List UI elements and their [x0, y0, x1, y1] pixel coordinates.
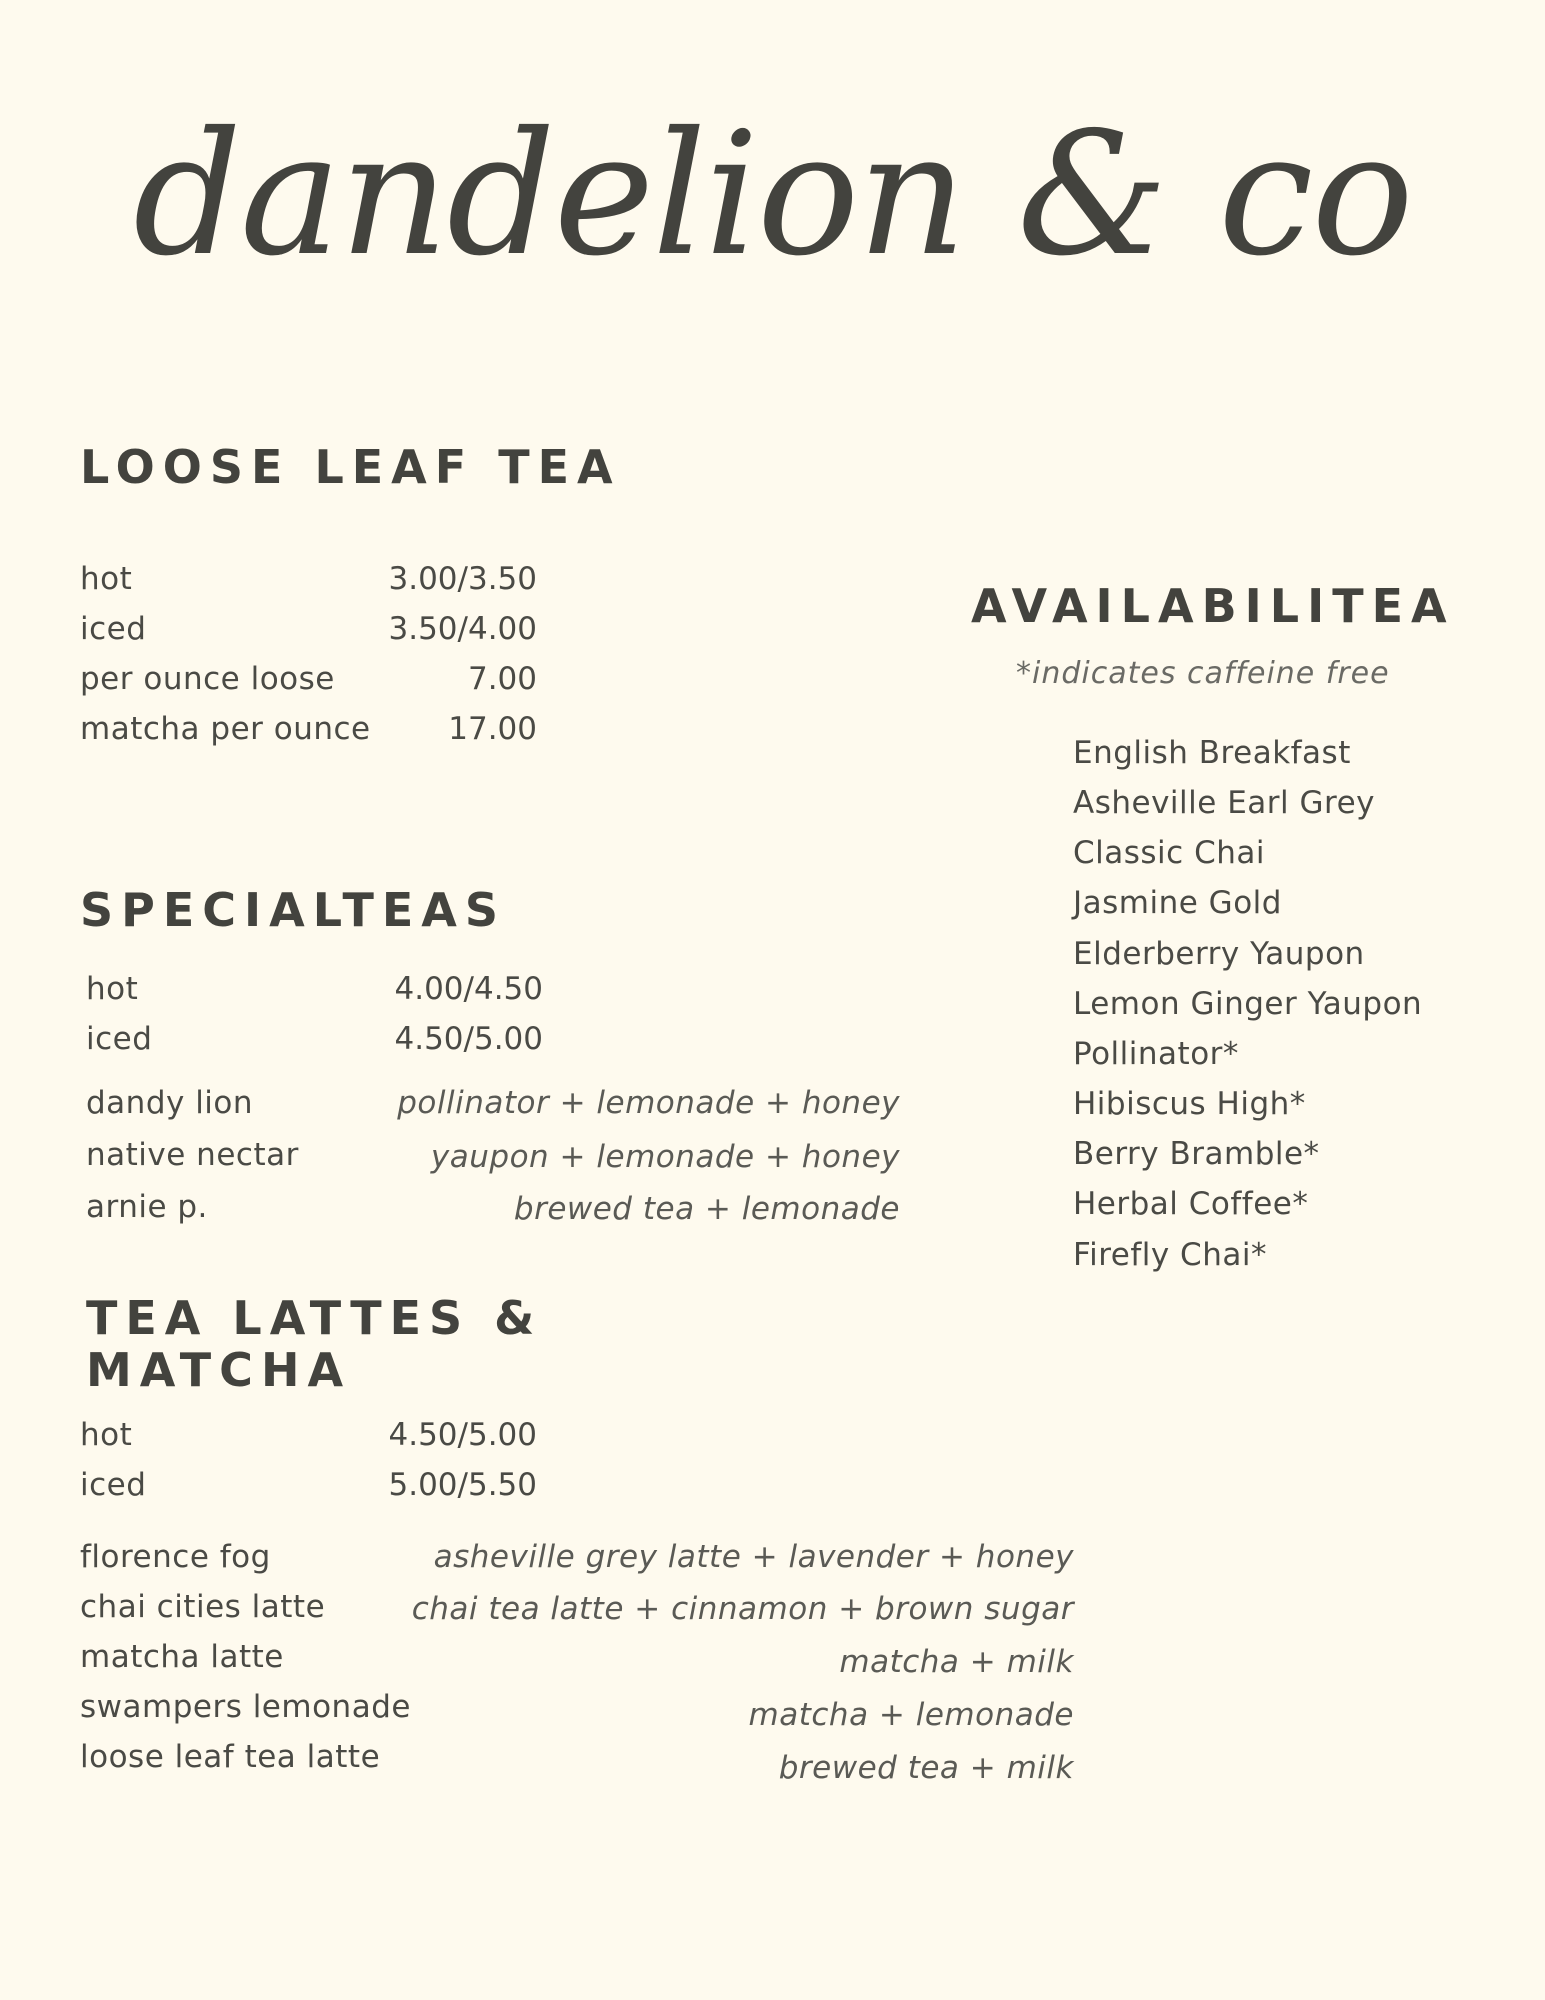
- lattes-drink-name: matcha latte: [80, 1639, 284, 1675]
- specialteas-drink-desc: pollinator + lemonade + honey: [397, 1085, 900, 1121]
- loose-leaf-heading: LOOSE LEAF TEA: [80, 440, 621, 494]
- specialteas-drink-name: arnie p.: [86, 1189, 208, 1225]
- tea-list-item: Asheville Earl Grey: [1073, 785, 1375, 821]
- lattes-drink-name: swampers lemonade: [80, 1689, 411, 1725]
- tea-list-item: Berry Bramble*: [1073, 1136, 1320, 1172]
- logo: dandelion & co: [133, 96, 1412, 294]
- lattes-row-label: hot: [80, 1417, 133, 1453]
- lattes-drink-name: chai cities latte: [80, 1589, 326, 1625]
- tea-list-item: Classic Chai: [1073, 835, 1265, 871]
- specialteas-row-label: hot: [86, 971, 139, 1007]
- loose-leaf-row-price: 3.50/4.00: [388, 611, 537, 647]
- availabilitea-heading: AVAILABILITEA: [971, 579, 1455, 633]
- lattes-drink-desc: chai tea latte + cinnamon + brown sugar: [411, 1591, 1074, 1627]
- specialteas-drink-desc: yaupon + lemonade + honey: [430, 1139, 900, 1175]
- tea-list-item: Herbal Coffee*: [1073, 1186, 1309, 1222]
- tea-list-item: Jasmine Gold: [1073, 885, 1282, 921]
- loose-leaf-row-price: 17.00: [448, 711, 537, 747]
- lattes-row-price: 4.50/5.00: [388, 1417, 537, 1453]
- specialteas-row-price: 4.00/4.50: [394, 971, 543, 1007]
- lattes-drink-desc: brewed tea + milk: [778, 1750, 1074, 1786]
- lattes-drink-name: florence fog: [80, 1539, 271, 1575]
- tea-list-item: Elderberry Yaupon: [1073, 936, 1365, 972]
- caffeine-free-note: *indicates caffeine free: [1016, 656, 1390, 691]
- loose-leaf-row-label: hot: [80, 561, 133, 597]
- specialteas-drink-desc: brewed tea + lemonade: [513, 1191, 900, 1227]
- lattes-row-price: 5.00/5.50: [388, 1467, 537, 1503]
- specialteas-drink-name: dandy lion: [86, 1085, 254, 1121]
- lattes-drink-desc: matcha + lemonade: [748, 1697, 1074, 1733]
- tea-list-item: Lemon Ginger Yaupon: [1073, 986, 1423, 1022]
- tea-list-item: Pollinator*: [1073, 1036, 1239, 1072]
- tea-list-item: Hibiscus High*: [1073, 1086, 1306, 1122]
- loose-leaf-row-label: per ounce loose: [80, 661, 335, 697]
- lattes-drink-name: loose leaf tea latte: [80, 1739, 381, 1775]
- specialteas-heading: SPECIALTEAS: [80, 883, 506, 937]
- tea-list-item: English Breakfast: [1073, 735, 1351, 771]
- lattes-heading-line1: TEA LATTES &: [86, 1291, 543, 1345]
- loose-leaf-row-label: matcha per ounce: [80, 711, 371, 747]
- lattes-drink-desc: matcha + milk: [839, 1644, 1074, 1680]
- specialteas-row-price: 4.50/5.00: [394, 1021, 543, 1057]
- specialteas-row-label: iced: [86, 1021, 153, 1057]
- specialteas-drink-name: native nectar: [86, 1137, 299, 1173]
- tea-list-item: Firefly Chai*: [1073, 1237, 1267, 1273]
- lattes-heading-line2: MATCHA: [86, 1343, 352, 1397]
- lattes-drink-desc: asheville grey latte + lavender + honey: [433, 1539, 1074, 1575]
- loose-leaf-row-price: 7.00: [467, 661, 537, 697]
- loose-leaf-row-price: 3.00/3.50: [388, 561, 537, 597]
- loose-leaf-row-label: iced: [80, 611, 147, 647]
- lattes-row-label: iced: [80, 1467, 147, 1503]
